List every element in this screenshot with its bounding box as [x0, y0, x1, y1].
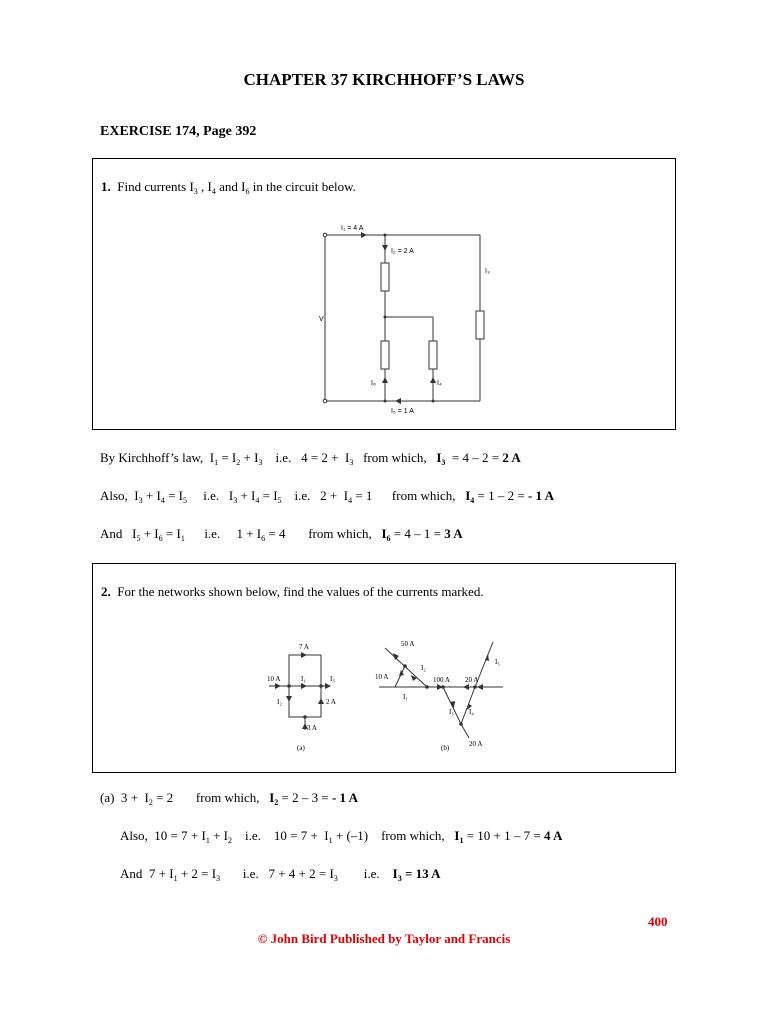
- question-2-box: [92, 563, 676, 773]
- circuit-diagram-1: [315, 221, 495, 421]
- q1-line-3: And $I_5 + I_6 = I_1$ i.e. $1 + I_6 = 4$ from which, $I_6 = 4 - 1 = 3$ A: [100, 526, 463, 543]
- a-label-i1: I₁: [301, 675, 306, 683]
- a-label-top: 7 A: [299, 643, 309, 651]
- q1-sub3: 3: [193, 187, 198, 196]
- label-i5: I₅ = 1 A: [391, 408, 414, 415]
- a-label-bottom: 3 A: [307, 724, 317, 732]
- q1-sub4: 4: [211, 187, 216, 196]
- question-1-box: [92, 158, 676, 430]
- q2-line-3: And $7 + I_1 + 2 = I_3$ i.e. $7 + 4 + 2 = I_3$ i.e. $I_3 = 13$ A: [120, 866, 441, 883]
- q2-text: For the networks shown below, find the values of the currents marked.: [117, 584, 484, 599]
- q1-line-1: By Kirchhoff’s law, $I_1 = I_2 + I_3$ i.e. $4 = 2 + I_3$ from which, $I_3 = 4 - 2 = 2$ A: [100, 450, 521, 467]
- label-i4: I₄: [437, 380, 442, 387]
- b-label-left: 10 A: [375, 673, 389, 681]
- q1-sub6: 6: [245, 187, 250, 196]
- exercise-heading: EXERCISE 174, Page 392: [100, 124, 257, 139]
- label-i3: I₃: [485, 268, 490, 275]
- q2-line-2: Also, $10 = 7 + I_1 + I_2$ i.e. $10 = 7 + I_1 + (-1)$ from which, $I_1 = 10 + 1 - 7 = 4$ A: [120, 828, 563, 845]
- b-label-bottom: 20 A: [469, 740, 483, 748]
- b-label-i1: I₁: [403, 693, 408, 701]
- q1-text-b: in the circuit below.: [249, 179, 356, 194]
- label-i6: I₆: [371, 380, 376, 387]
- network-diagram-a: [265, 638, 355, 758]
- q1-and: and I: [215, 179, 246, 194]
- b-label-i4: I₄: [469, 708, 474, 716]
- question-1-number: 1.: [101, 179, 111, 194]
- q1-comma: , I: [197, 179, 212, 194]
- b-label-i3: I₃: [449, 708, 454, 716]
- a-label-i2: I₂: [277, 698, 282, 706]
- a-caption: (a): [297, 744, 305, 752]
- q1-text-a: Find currents I: [117, 179, 194, 194]
- a-label-right: 2 A: [326, 698, 336, 706]
- copyright-footer: © John Bird Published by Taylor and Francis: [257, 931, 511, 946]
- a-label-i3: I₃: [330, 675, 335, 683]
- b-label-i5: I₅: [495, 658, 500, 666]
- question-2-text: [101, 584, 484, 600]
- question-2-number: 2.: [101, 584, 111, 599]
- b-label-mid: 100 A: [433, 676, 450, 684]
- a-label-left: 10 A: [267, 675, 281, 683]
- b-label-i2: I₂: [421, 664, 426, 672]
- b-caption: (b): [441, 744, 450, 752]
- b-label-right: 20 A: [465, 676, 479, 684]
- b-label-top: 50 A: [401, 640, 415, 648]
- label-i1: I₁ = 4 A: [341, 225, 364, 232]
- label-v: V: [319, 316, 324, 323]
- page-number: 400: [648, 914, 668, 929]
- question-1-text: [101, 179, 356, 195]
- q2-line-1: (a) $3 + I_2 = 2$ from which, $I_2 = 2 - 3$ = - 1 A: [100, 790, 358, 807]
- network-diagram-b: [375, 636, 525, 758]
- q1-line-2: Also, $I_3 + I_4 = I_5$ i.e. $I_3 + I_4 = I_5$ i.e. $2 + I_4 = 1$ from which, $I_4 = 1 - 2$ = - 1 A: [100, 488, 554, 505]
- label-i2: I₂ = 2 A: [391, 248, 414, 255]
- chapter-title: CHAPTER 37 KIRCHHOFF’S LAWS: [243, 70, 525, 89]
